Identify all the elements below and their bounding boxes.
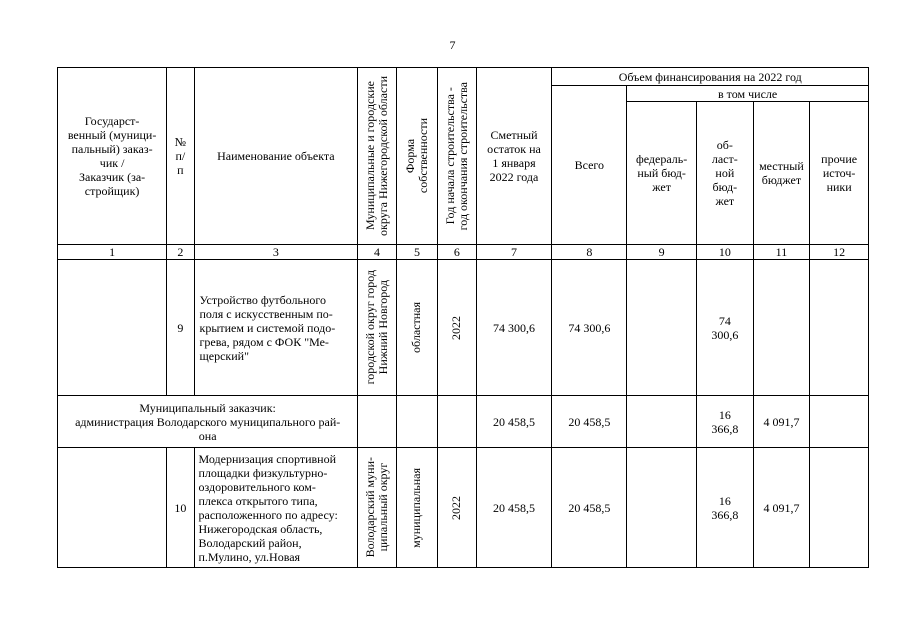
header-including: в том числе	[627, 86, 869, 102]
column-number: 10	[697, 245, 754, 260]
column-number: 6	[438, 245, 476, 260]
column-number: 12	[810, 245, 869, 260]
row10-district: Володарский муни- ципальный округ	[358, 448, 396, 568]
row10-years: 2022	[438, 448, 476, 568]
header-object-name: Наименование объекта	[194, 68, 358, 245]
row9-other	[810, 260, 869, 396]
column-number: 9	[627, 245, 697, 260]
column-number: 4	[358, 245, 396, 260]
page-number: 7	[449, 38, 456, 52]
header-num: № п/ п	[167, 68, 194, 245]
financing-table	[57, 67, 869, 568]
row10-total: 20 458,5	[552, 448, 627, 568]
header-customer: Государст- венный (муници- пальный) заказ- чик / Заказчик (за- стройщик)	[58, 68, 167, 245]
row9-total: 74 300,6	[552, 260, 627, 396]
customer-group-federal	[627, 396, 697, 448]
row9-local	[753, 260, 810, 396]
column-numbers-row	[58, 245, 869, 260]
customer-group-years	[438, 396, 476, 448]
header-other-sources: прочие источ- ники	[810, 102, 869, 245]
row10-federal	[627, 448, 697, 568]
row10-other	[810, 448, 869, 568]
row10-num: 10	[167, 448, 194, 568]
row10-object: Модернизация спортивной площадки физкультурно- оздоровительного ком- плекса открытого типа, расположенного по адресу: Нижегородская область, Володарский район, п.Мулино, ул.Новая	[194, 448, 358, 568]
row9-regional: 74 300,6	[697, 260, 754, 396]
header-local-budget: местный бюджет	[753, 102, 810, 245]
column-number: 11	[753, 245, 810, 260]
row9-customer	[58, 260, 167, 396]
header-municipal-district: Муниципальные и городские округа Нижегородской области	[358, 68, 396, 245]
customer-group-regional: 16 366,8	[697, 396, 754, 448]
column-number: 3	[194, 245, 358, 260]
customer-group-label: Муниципальный заказчик: администрация Володарского муниципального рай- она	[58, 396, 358, 448]
header-total: Всего	[552, 86, 627, 245]
row9-num: 9	[167, 260, 194, 396]
customer-group-local: 4 091,7	[753, 396, 810, 448]
row9-federal	[627, 260, 697, 396]
header-federal-budget: федераль- ный бюд- жет	[627, 102, 697, 245]
row10-balance: 20 458,5	[476, 448, 552, 568]
row10-regional: 16 366,8	[697, 448, 754, 568]
customer-group-other	[810, 396, 869, 448]
column-number: 8	[552, 245, 627, 260]
customer-group-total: 20 458,5	[552, 396, 627, 448]
row9-balance: 74 300,6	[476, 260, 552, 396]
header-regional-budget: об- ласт- ной бюд- жет	[697, 102, 754, 245]
customer-group-district	[358, 396, 396, 448]
table-row	[58, 260, 869, 396]
header-construction-years: Год начала строительства - год окончания строительства	[438, 68, 476, 245]
table-row	[58, 448, 869, 568]
row9-years: 2022	[438, 260, 476, 396]
column-number: 2	[167, 245, 194, 260]
header-financing-volume: Объем финансирования на 2022 год	[552, 68, 869, 86]
row9-object: Устройство футбольного поля с искусственным по- крытием и системой подо- грева, рядом с ФОК "Ме- щерский"	[194, 260, 358, 396]
row9-district: городской округ город Нижний Новгород	[358, 260, 396, 396]
column-number: 7	[476, 245, 552, 260]
column-number: 5	[396, 245, 437, 260]
header-ownership-form: Форма собственности	[396, 68, 437, 245]
header-estimated-balance: Сметный остаток на 1 января 2022 года	[476, 68, 552, 245]
customer-group-ownership	[396, 396, 437, 448]
customer-group-balance: 20 458,5	[476, 396, 552, 448]
table-row	[58, 396, 869, 448]
row10-ownership: муниципальная	[396, 448, 437, 568]
row10-local: 4 091,7	[753, 448, 810, 568]
row10-customer	[58, 448, 167, 568]
column-number: 1	[58, 245, 167, 260]
row9-ownership: областная	[396, 260, 437, 396]
